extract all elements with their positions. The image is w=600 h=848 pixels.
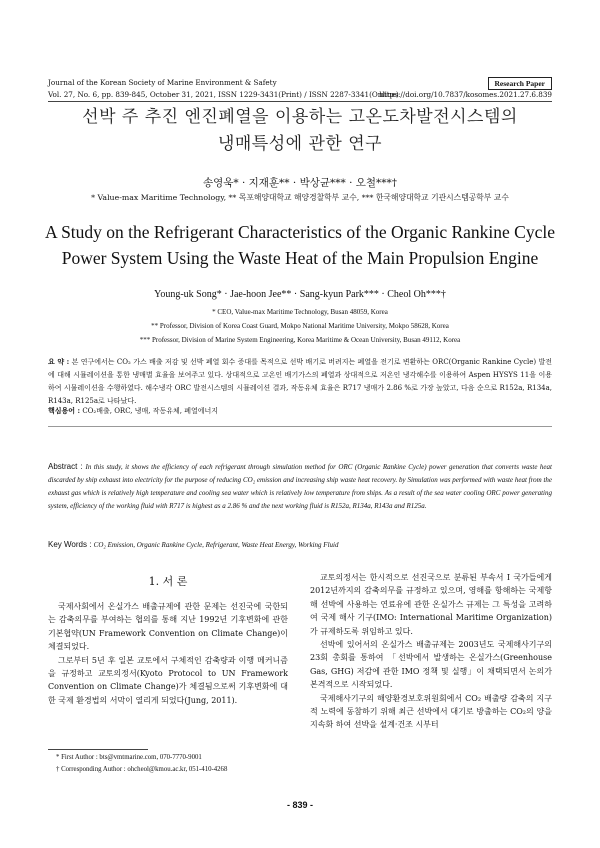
header-rule	[48, 101, 552, 102]
english-keywords-label: Key Words :	[48, 540, 92, 549]
doi-link[interactable]: https://doi.org/10.7837/kosomes.2021.27.6.839	[379, 90, 552, 99]
english-title-line1: A Study on the Refrigerant Characteristics of the Organic Rankine Cycle	[45, 222, 555, 242]
english-abstract	[48, 460, 552, 513]
footnote-rule	[48, 749, 148, 750]
korean-keywords	[48, 404, 552, 418]
english-title-line2: Power System Using the Waste Heat of the Main Propulsion Engine	[61, 248, 539, 268]
english-authors: Young-uk Song* · Jae-hoon Jee** · Sang-kyun Park*** · Cheol Oh***†	[154, 289, 446, 300]
english-keywords	[48, 538, 552, 552]
journal-name: Journal of the Korean Society of Marine Environment & Safety	[48, 78, 277, 87]
korean-title-line2: 냉매특성에 관한 연구	[217, 134, 383, 154]
english-keywords-body: CO₂ Emission, Organic Rankine Cycle, Refrigerant, Waste Heat Energy, Working Fluid	[93, 541, 339, 549]
footnote-first-author: * First Author : bts@vmtmarine.com, 070-7770-9001	[56, 754, 202, 761]
english-abstract-label: Abstract :	[48, 462, 83, 471]
right-paragraph-2: 선박에 있어서의 온실가스 배출규제는 2003년도 국제해사기구의 23회 총회를 통하여 「선박에서 발생하는 온실가스(Greenhouse Gas, GHG) 저감에 관한 IMO 정책 및 실행」이 채택되면서 논의가 본격적으로 시작되었다.	[310, 640, 552, 690]
korean-keywords-body: CO₂배출, ORC, 냉매, 작동유체, 폐열에너지	[82, 407, 219, 415]
korean-abstract-label: 요 약 :	[48, 357, 70, 366]
footnote-corresponding-author: † Corresponding Author : ohcheol@kmou.ac.kr, 051-410-4268	[56, 766, 228, 773]
affiliation-1: * CEO, Value-max Maritime Technology, Busan 48059, Korea	[212, 308, 388, 316]
korean-abstract	[48, 355, 552, 408]
right-paragraph-1: 교토의정서는 한시적으로 선진국으로 분류된 부속서 I 국가들에게 2012년까지의 감축의무를 규정하고 있으며, 영해를 항해하는 국제항해 선박에 사용하는 연료유에 관한 온실가스 규제는 그 특성을 고려하여 국제 해사 기구(IMO: International Maritime Organization)가 규제하도록 위임하고 있다.	[310, 573, 552, 636]
research-paper-badge: Research Paper	[488, 77, 552, 90]
affiliation-3: *** Professor, Division of Marine System Engineering, Korea Maritime & Ocean University, Busan 49112, Korea	[139, 336, 461, 344]
english-abstract-body: In this study, it shows the efficiency of each refrigerant through simulation method for ORC (Organic Rankine Cycle) power generation that converts waste heat discarded by ship exhaust into electricity for the purpose of reducing CO₂ emission and increasing ship waste heat recovery. by Simulation was performed with waste heat from the exhaust gas which is relatively high temperature and cooling sea water which is relatively low temperature from ships. As a result of the sea water cooling ORC power generating system, efficiency of the working fluid with R717 is highest as a 2.86 % and the next working fluid is R152a, R134a, R143a and R125a.	[48, 463, 552, 510]
left-paragraph-1: 국제사회에서 온실가스 배출규제에 관한 문제는 선진국에 국한되는 감축의무를 부여하는 협의를 통해 지난 1992년 기후변화에 관한 기본협약(UN Framework Convention on Climate Change)이 체결되었다.	[48, 602, 288, 652]
korean-abstract-body: 본 연구에서는 CO₂ 가스 배출 저감 및 선박 폐열 회수 증대를 목적으로 선박 배기로 버려지는 폐열을 전기로 변환하는 ORC(Organic Rankine Cycle) 발전에 대해 시뮬레이션을 통한 냉매별 효율을 보여주고 있다. 상대적으로 고온인 배기가스의 폐열과 상대적으로 저온인 냉각해수를 이용하여 Aspen HYSYS 11을 이용하여 시뮬레이션을 수행하였다. 해수냉각 ORC 발전시스템의 시뮬레이션 결과, 작동유체 효율은 R717 냉매가 2.86 %로 가장 높았고, 다음 순으로 R152a, R134a, R143a, R125a로 나타났다.	[48, 358, 553, 405]
section-heading-introduction: 1. 서 론	[148, 575, 188, 588]
korean-affiliation: * Value-max Maritime Technology, ** 목포해양대학교 해양경찰학부 교수, *** 한국해양대학교 기관시스템공학부 교수	[91, 193, 509, 202]
korean-title-line1: 선박 주 추진 엔진폐열을 이용하는 고온도차발전시스템의	[82, 107, 518, 127]
left-column	[48, 600, 288, 707]
korean-keywords-label: 핵심용어 :	[48, 406, 81, 415]
left-paragraph-2: 그로부터 5년 후 일본 교토에서 구체적인 감축량과 이행 메커니즘을 규정하고 교토의정서(Kyoto Protocol to UN Framework Convention on Climate Change)가 체결됨으로써 기후변화에 대한 국제 환경법의 서막이 열리게 되었다(Jung, 2011).	[48, 655, 288, 705]
affiliation-2: ** Professor, Division of Korea Coast Guard, Mokpo National Maritime University, Mokpo 58628, Korea	[151, 322, 449, 330]
page-number: - 839 -	[286, 800, 313, 810]
right-column	[310, 571, 552, 732]
korean-authors: 송영욱* · 지재훈** · 박상균*** · 오철***†	[202, 177, 398, 189]
right-paragraph-3: 국제해사기구의 해양환경보호위원회에서 CO₂ 배출량 감축의 지구적 노력에 동참하기 위해 최근 선박에서 대기로 방출하는 CO₂의 양을 지속화 하여 선박을 설계·건조 시부터	[310, 693, 552, 730]
abstract-divider	[48, 426, 552, 427]
volume-line: Vol. 27, No. 6, pp. 839-845, October 31, 2021, ISSN 1229-3431(Print) / ISSN 2287-3341(Online)	[48, 90, 399, 99]
